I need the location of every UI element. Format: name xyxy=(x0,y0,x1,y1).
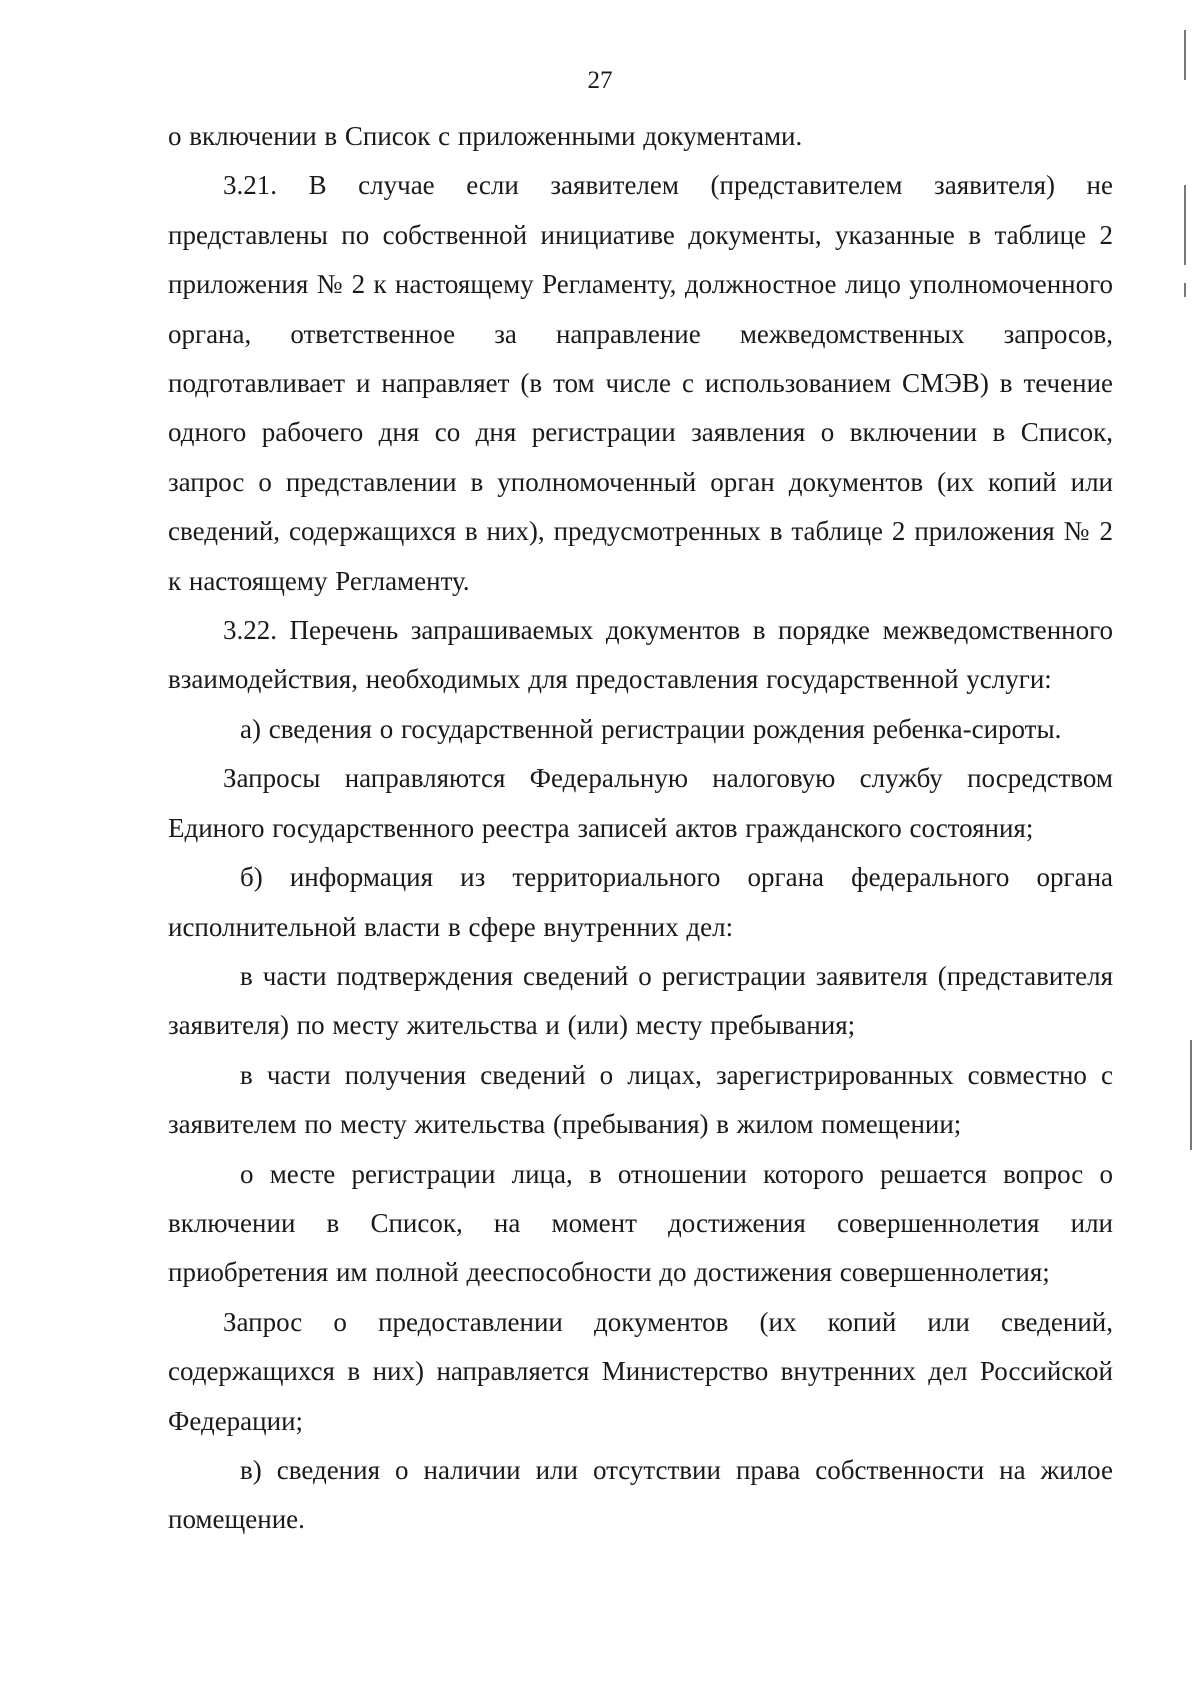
paragraph-3-21: 3.21. В случае если заявителем (представителем заявителя) не представлены по собственной инициативе документы, указанные в таблице 2 приложения № 2 к настоящему Регламенту, должностное лицо уполномоченного органа, ответственное за направление межведомственных запросов, подготавливает и направляет (в том числе с использованием СМЭВ) в течение одного рабочего дня со дня регистрации заявления о включении в Список, запрос о представлении в уполномоченный орган документов (их копий или сведений, содержащихся в них), предусмотренных в таблице 2 приложения № 2 к настоящему Регламенту. xyxy=(168,170,1113,596)
list-item-a: а) сведения о государственной регистрации рождения ребенка-сироты. xyxy=(240,713,1062,744)
scan-edge-mark xyxy=(1184,283,1186,297)
paragraph-request-mvd: Запрос о предоставлении документов (их копий или сведений, содержащихся в них) направляется Министерство внутренних дел Российской Федерации; xyxy=(168,1306,1113,1436)
list-item-b: б) информация из территориального органа федерального органа исполнительной власти в сфере внутренних дел: xyxy=(168,862,1113,942)
paragraph-requests-fns: Запросы направляются Федеральную налоговую службу посредством Единого государственного реестра записей актов гражданского состояния; xyxy=(168,763,1113,843)
sub-item-registration: в части подтверждения сведений о регистрации заявителя (представителя заявителя) по месту жительства и (или) месту пребывания; xyxy=(168,960,1113,1041)
list-item-v: в) сведения о наличии или отсутствии права собственности на жилое помещение. xyxy=(168,1454,1113,1535)
document-body xyxy=(168,112,1113,1545)
scan-edge-mark xyxy=(1184,30,1186,80)
page-number: 27 xyxy=(587,67,613,94)
paragraph-3-22: 3.22. Перечень запрашиваемых документов в порядке межведомственного взаимодействия, необходимых для предоставления государственной услуги: xyxy=(168,615,1113,695)
paragraph-continuation: о включении в Список с приложенными документами. xyxy=(168,121,803,151)
sub-item-place-of-registration: о месте регистрации лица, в отношении которого решается вопрос о включении в Список, на момент достижения совершеннолетия или приобретения им полной дееспособности до достижения совершеннолетия; xyxy=(168,1158,1113,1288)
scan-edge-mark xyxy=(1190,1040,1192,1150)
scan-edge-mark xyxy=(1184,185,1186,265)
sub-item-cohabitants: в части получения сведений о лицах, зарегистрированных совместно с заявителем по месту жительства (пребывания) в жилом помещении; xyxy=(168,1059,1113,1140)
